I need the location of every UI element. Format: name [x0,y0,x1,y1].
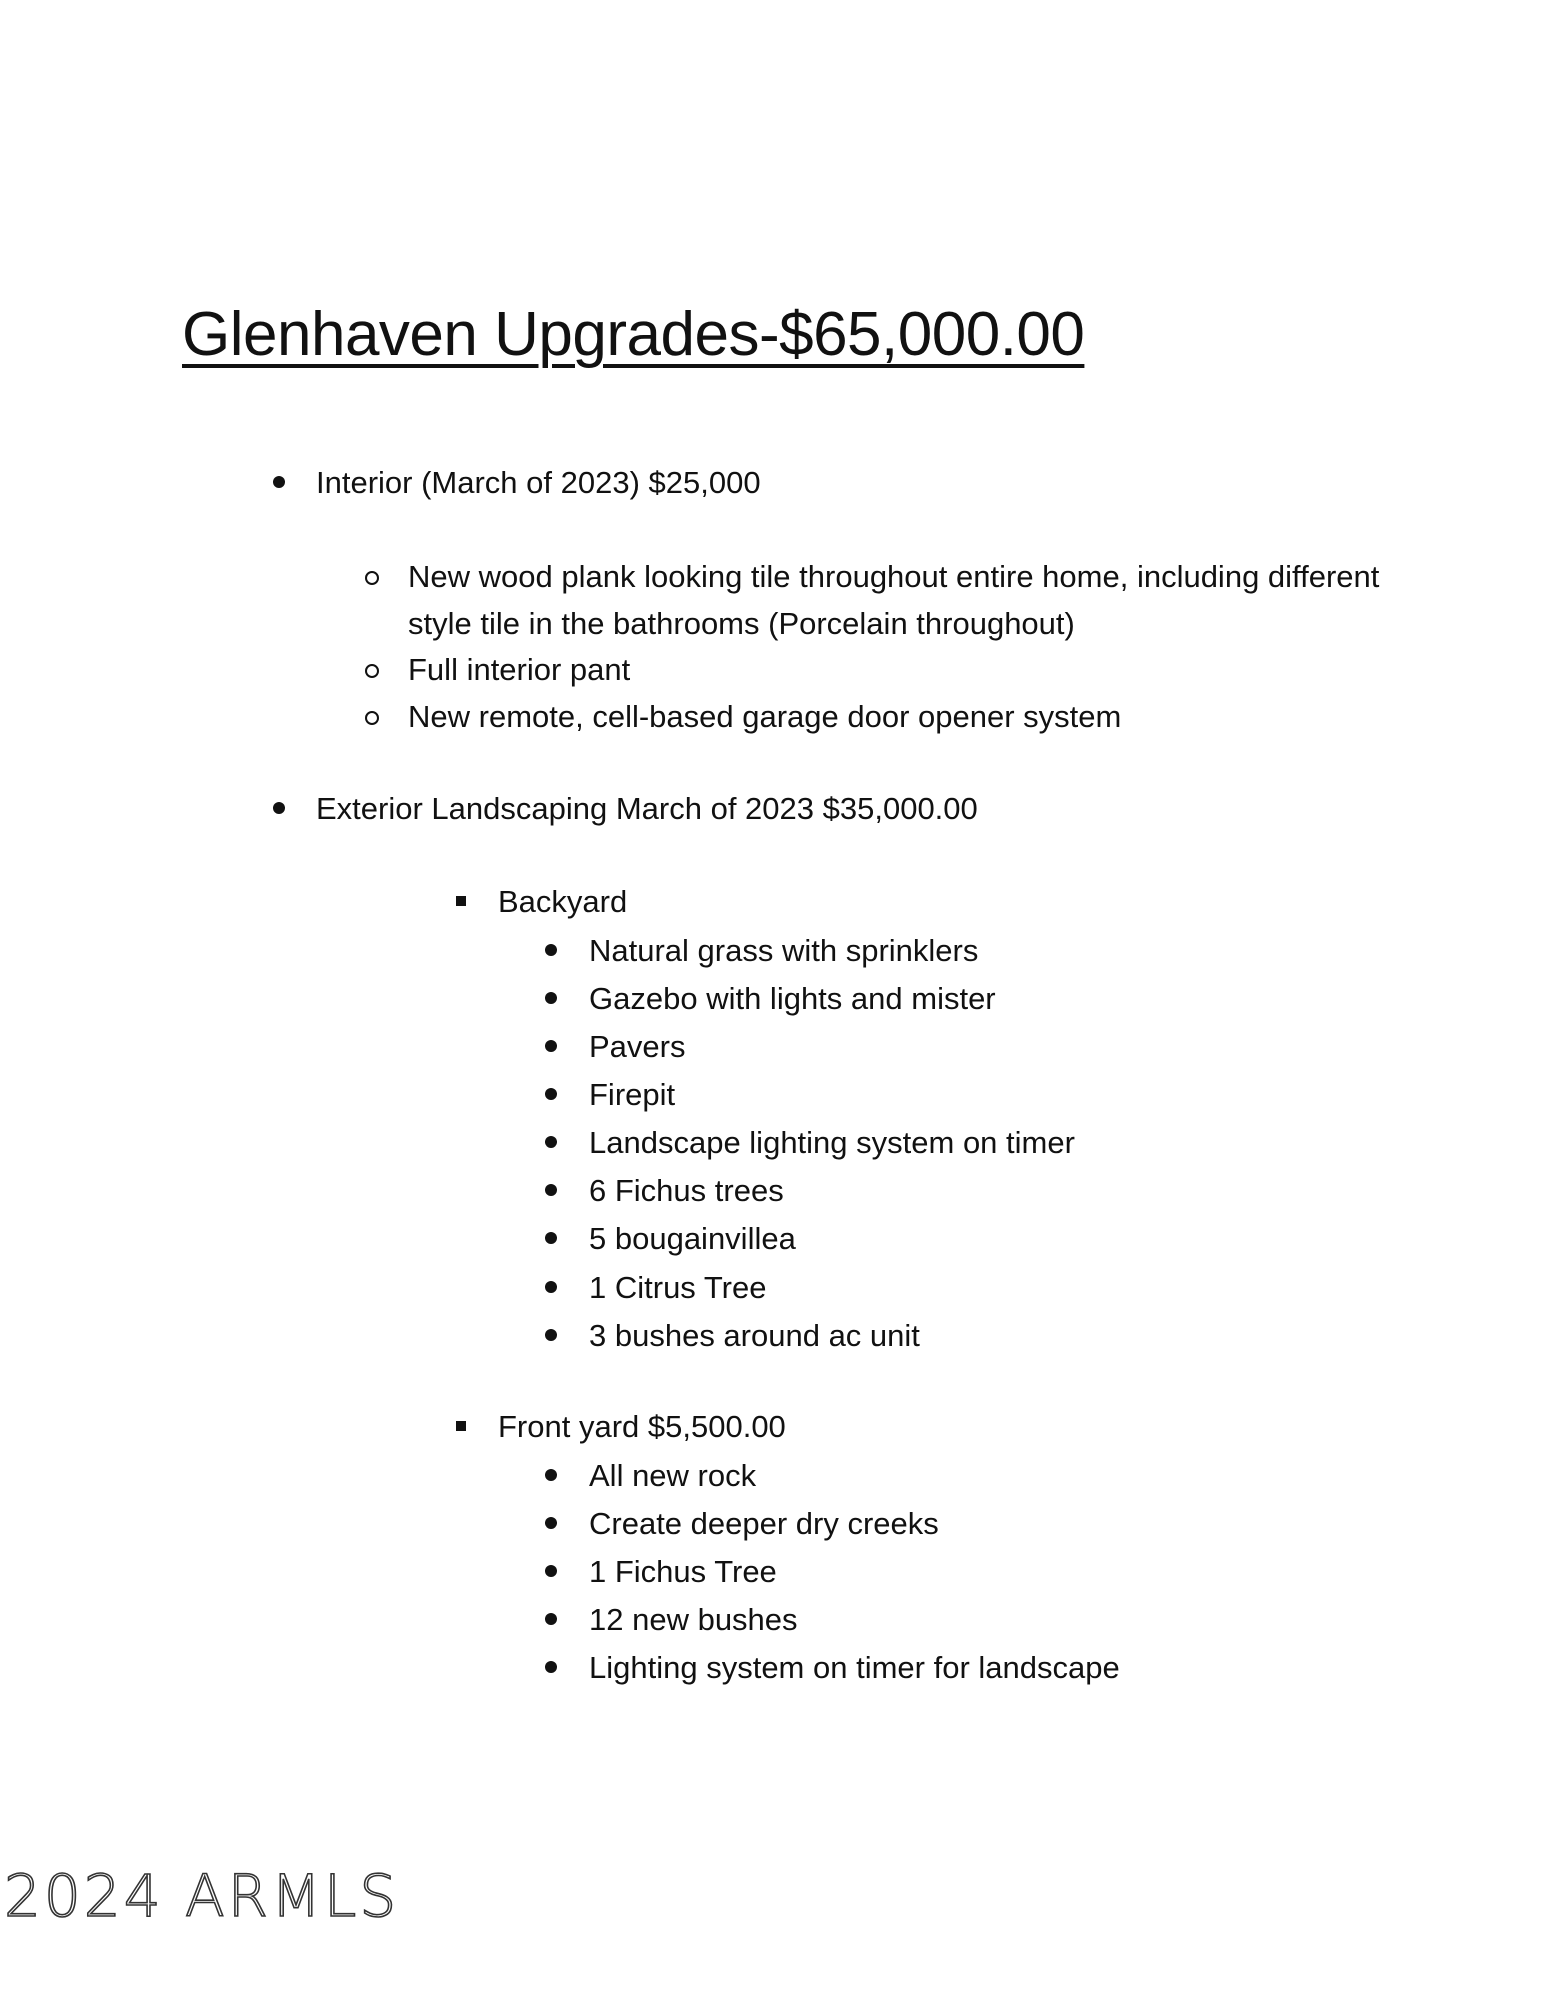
bullet-disc-icon [273,802,285,814]
bullet-disc-icon [545,1613,557,1625]
bullet-disc-icon [545,1136,557,1148]
watermark: 2024 ARMLS [4,1862,400,1930]
bullet-disc-icon [545,1661,557,1673]
bullet-disc-icon [545,1232,557,1244]
list-item: 3 bushes around ac unit [589,1318,920,1353]
list-item: Natural grass with sprinklers [589,933,979,968]
bullet-circle-icon [365,711,379,725]
bullet-disc-icon [545,1565,557,1577]
group-heading-front-yard: Front yard $5,500.00 [498,1409,786,1444]
list-item: All new rock [589,1458,757,1493]
list-item: 6 Fichus trees [589,1173,784,1208]
section-heading-interior: Interior (March of 2023) $25,000 [316,465,761,500]
bullet-disc-icon [273,476,285,488]
document-title: Glenhaven Upgrades-$65,000.00 [182,300,1085,369]
bullet-disc-icon [545,1040,557,1052]
section-heading-exterior: Exterior Landscaping March of 2023 $35,000.00 [316,791,978,826]
bullet-disc-icon [545,1469,557,1481]
list-item: Create deeper dry creeks [589,1506,939,1541]
list-item: New wood plank looking tile throughout entire home, including different style tile in the bathrooms (Porcelain throughout) [408,559,1380,641]
list-item: Gazebo with lights and mister [589,981,996,1016]
list-item: Pavers [589,1029,686,1064]
group-heading-backyard: Backyard [498,884,628,919]
list-item: Firepit [589,1077,676,1112]
list-item: Full interior pant [408,652,631,687]
list-item: 1 Citrus Tree [589,1270,767,1305]
bullet-disc-icon [545,1088,557,1100]
list-item: 1 Fichus Tree [589,1554,777,1589]
bullet-disc-icon [545,1184,557,1196]
bullet-disc-icon [545,1517,557,1529]
list-item: New remote, cell-based garage door opener system [408,699,1122,734]
list-item: 5 bougainvillea [589,1221,796,1256]
list-item: Landscape lighting system on timer [589,1125,1075,1160]
list-item: 12 new bushes [589,1602,798,1637]
bullet-circle-icon [365,664,379,678]
bullet-disc-icon [545,1329,557,1341]
bullet-circle-icon [365,571,379,585]
bullet-disc-icon [545,992,557,1004]
bullet-square-icon [456,896,466,906]
bullet-disc-icon [545,944,557,956]
bullet-disc-icon [545,1281,557,1293]
list-item: Lighting system on timer for landscape [589,1650,1120,1685]
bullet-square-icon [456,1421,466,1431]
